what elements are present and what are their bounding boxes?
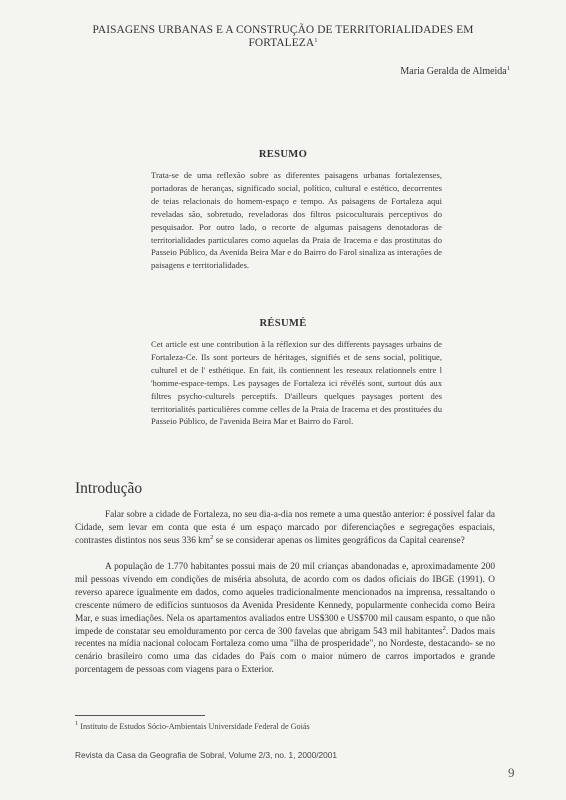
resume-heading: RÉSUMÉ — [259, 318, 307, 329]
journal-citation: Revista da Casa da Geografia de Sobral, Volume 2/3, no. 1, 2000/2001 — [75, 750, 337, 760]
intro-p1-text: Falar sobre a cidade de Fortaleza, no seu dia-a-dia nos remete a uma questão anterior: é possível falar da Cidade, sem levar em conta que esta é um espaço marcado por diferenciações e segregações espaciais, contrastes distintos nos seus 336 km — [75, 510, 495, 546]
intro-paragraph-2 — [75, 561, 495, 677]
article-title — [70, 24, 496, 50]
footnote-mark: 1 — [75, 720, 79, 727]
resumo-heading: RESUMO — [258, 149, 308, 160]
km-superscript: 2 — [210, 533, 214, 541]
page-number: 9 — [508, 765, 515, 780]
intro-p1-end: se se considerar apenas os limites geográficos da Capital cearense? — [213, 535, 465, 546]
intro-paragraph-1 — [75, 509, 495, 548]
title-footnote-mark: 1 — [314, 37, 318, 44]
resumo-text: Trata-se de uma reflexão sobre as diferentes paisagens urbanas fortalezenses, portadoras de heranças, significado social, político, cultural e estético, decorrentes de teias relacionais do homem-espaço e tempo. As paisagens de Fortaleza aqui reveladas são, sobretudo, reveladoras dos filtros psicoculturais perceptivos do pesquisador. Por outro lado, o recorte de algumas paisagens denotadoras de territorialidades particulares como aquelas da Praia de Iracema e das prostitutas do Passeio Público, da Avenida Beira Mar e do Bairro do Farol sinaliza as interações de paisagens e territorialidades. — [151, 170, 442, 271]
intro-p2-end: . Dados mais recentes na mídia nacional colocam Fortaleza como uma "ilha de prosperidade", no Nordeste, destacando- se no cenário brasileiro como uma das cidades do País com o maior número de carros importados e grande porcentagem de pessoas com viagens para o Exterior. — [75, 626, 495, 676]
footnote-divider — [75, 715, 205, 716]
footnote-text: Instituto de Estudos Sócio-Ambientais Universidade Federal de Goiás — [78, 722, 310, 731]
intro-p2-text: A população de 1.770 habitantes possui mais de 20 mil crianças abandonadas e, aproximadamente 200 mil pessoas vivendo em condições de miséria absoluta, de acordo com os dados oficiais do IBGE (1991). O reverso aparece igualmente em dados, como aqueles tradicionalmente mencionados na imprensa, ressaltando o crescente número de edifícios suntuosos da Avenida Presidente Kennedy, popularmente conhecida como Beira Mar, e suas imediações. Nela os apartamentos avaliados entre US$300 e US$700 mil causam espanto, o que não impede de constatar seu emolduramento por cerca de 300 favelas que abrigam 543 mil habitantes — [75, 562, 495, 637]
footnote — [75, 722, 495, 731]
author-name: Maria Geralda de Almeida — [400, 66, 507, 77]
introduction-heading: Introdução — [75, 480, 143, 497]
footnote-ref-2: 2 — [442, 624, 446, 632]
author-line — [400, 66, 510, 77]
author-footnote-mark: 1 — [506, 65, 510, 72]
article-title-text: PAISAGENS URBANAS E A CONSTRUÇÃO DE TERRITORIALIDADES EM FORTALEZA — [92, 24, 474, 49]
resume-text: Cet article est une contribution à la réflexion sur des differents paysages urbains de Fortaleza-Ce. Ils sont porteurs de héritages, signifiés et de sens social, politique, culturel et de l' esthétique. En fait, ils contiennent les reseaux relationnels entre l 'homme-espace-temps. Les paysages de Fortaleza ici révélés sont, surtout dús aux filtres psycho-culturels perceptifs. D'ailleurs quelques paysages portent des territorialités particulières comme celles de la Praia de Iracema et des prostituées du Passeio Público, de l'avenida Beira Mar et Bairro do Farol. — [151, 339, 442, 427]
